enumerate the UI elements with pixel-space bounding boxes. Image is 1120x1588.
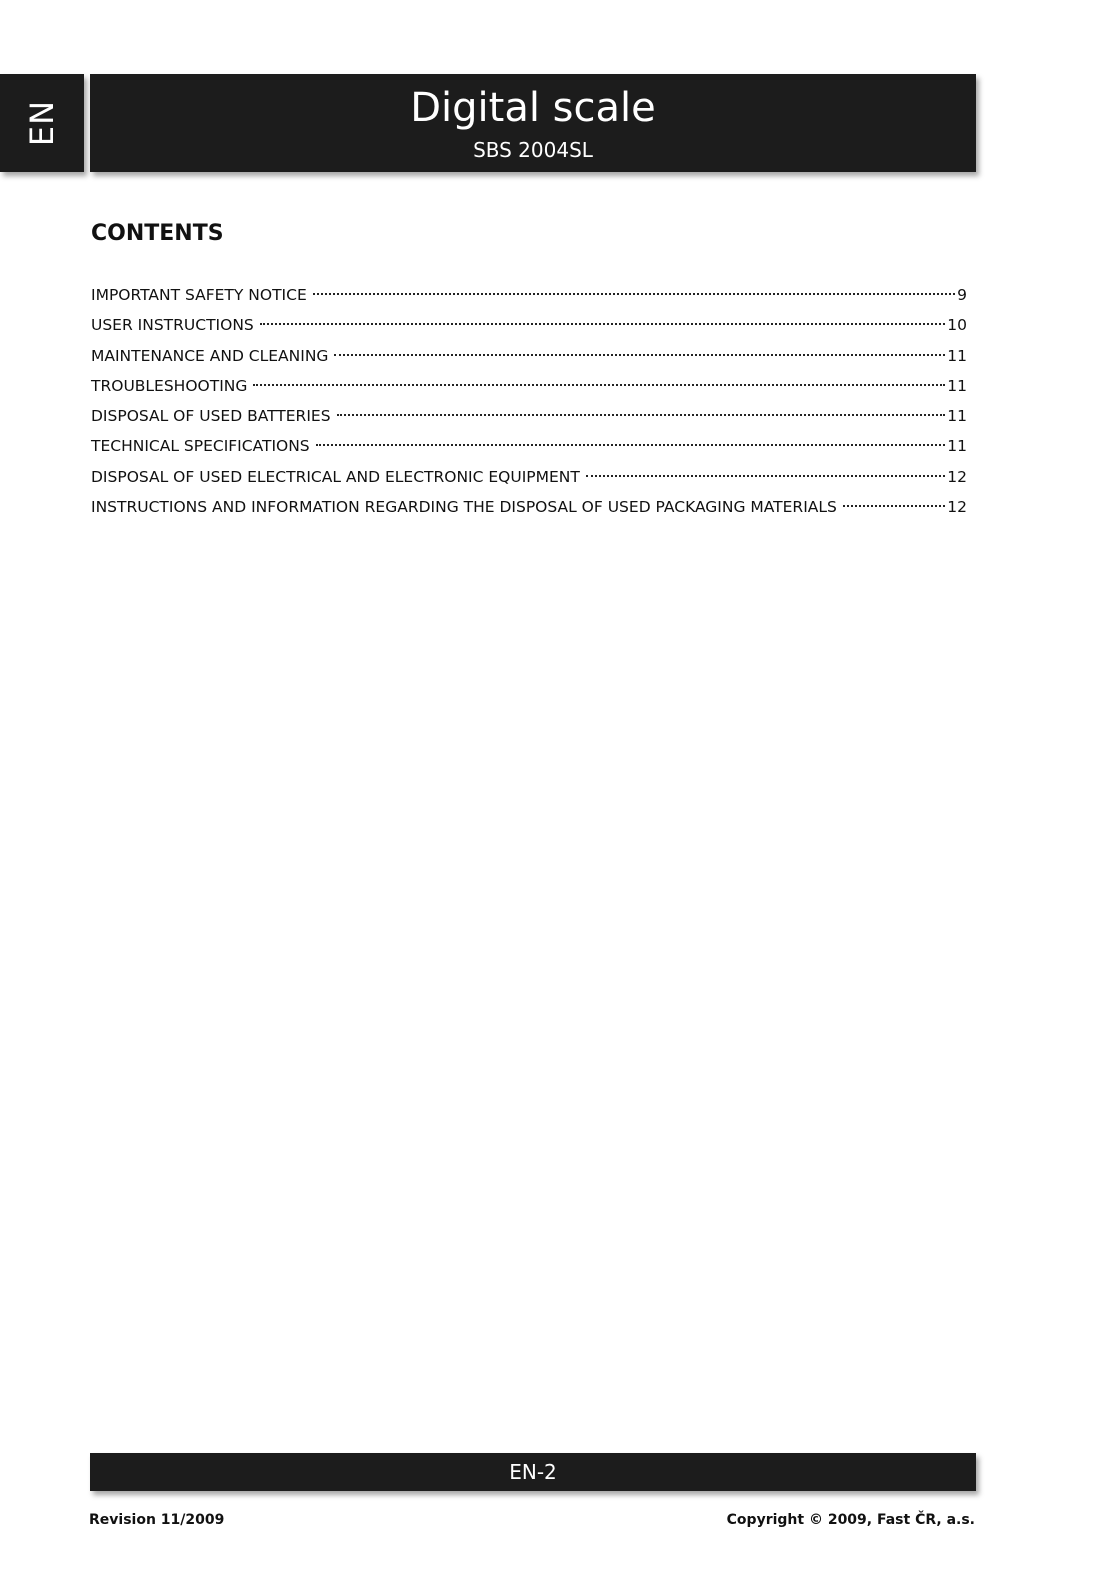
toc-dot-leader	[316, 427, 946, 451]
toc-entry-page: 11	[947, 346, 967, 365]
toc-entry-title: TROUBLESHOOTING	[91, 376, 248, 395]
toc-entry-title: USER INSTRUCTIONS	[91, 316, 254, 335]
toc-dot-leader	[253, 367, 945, 391]
toc-entry[interactable]	[91, 427, 967, 457]
toc-dot-leader	[586, 458, 945, 482]
revision-text: Revision 11/2009	[89, 1512, 225, 1528]
toc-entry-title: DISPOSAL OF USED BATTERIES	[91, 407, 331, 426]
toc-entry-page: 12	[947, 467, 967, 486]
toc-entry-title: MAINTENANCE AND CLEANING	[91, 346, 329, 365]
toc-entry[interactable]	[91, 337, 967, 367]
toc-entry-title: TECHNICAL SPECIFICATIONS	[91, 437, 310, 456]
copyright-text: Copyright © 2009, Fast ČR, a.s.	[726, 1512, 975, 1528]
document-title: Digital scale	[410, 85, 656, 131]
toc-entry[interactable]	[91, 458, 967, 488]
toc-entry-page: 9	[957, 286, 967, 304]
toc-entry[interactable]	[91, 488, 967, 518]
toc-entry-title: IMPORTANT SAFETY NOTICE	[91, 286, 307, 304]
language-tab-label: EN	[23, 99, 61, 147]
toc-dot-leader	[843, 488, 945, 512]
language-tab	[0, 74, 84, 172]
table-of-contents	[91, 276, 967, 518]
toc-entry-page: 11	[947, 407, 967, 426]
model-number: SBS 2004SL	[473, 138, 593, 162]
toc-entry-title: DISPOSAL OF USED ELECTRICAL AND ELECTRONIC EQUIPMENT	[91, 467, 580, 486]
toc-dot-leader	[334, 337, 945, 361]
toc-entry-page: 10	[947, 316, 967, 335]
toc-entry-page: 12	[947, 498, 967, 517]
footer-bar	[90, 1453, 976, 1491]
header-bar	[90, 74, 976, 172]
page-number: EN-2	[509, 1460, 557, 1484]
toc-dot-leader	[337, 397, 946, 421]
toc-dot-leader	[260, 306, 946, 330]
toc-entry[interactable]	[91, 306, 967, 336]
contents-heading: CONTENTS	[91, 221, 224, 246]
toc-dot-leader	[313, 276, 955, 300]
toc-entry-page: 11	[947, 376, 967, 395]
toc-entry[interactable]	[91, 276, 967, 306]
toc-entry[interactable]	[91, 367, 967, 397]
toc-entry[interactable]	[91, 397, 967, 427]
toc-entry-title: INSTRUCTIONS AND INFORMATION REGARDING THE DISPOSAL OF USED PACKAGING MATERIALS	[91, 498, 837, 517]
toc-entry-page: 11	[947, 437, 967, 456]
